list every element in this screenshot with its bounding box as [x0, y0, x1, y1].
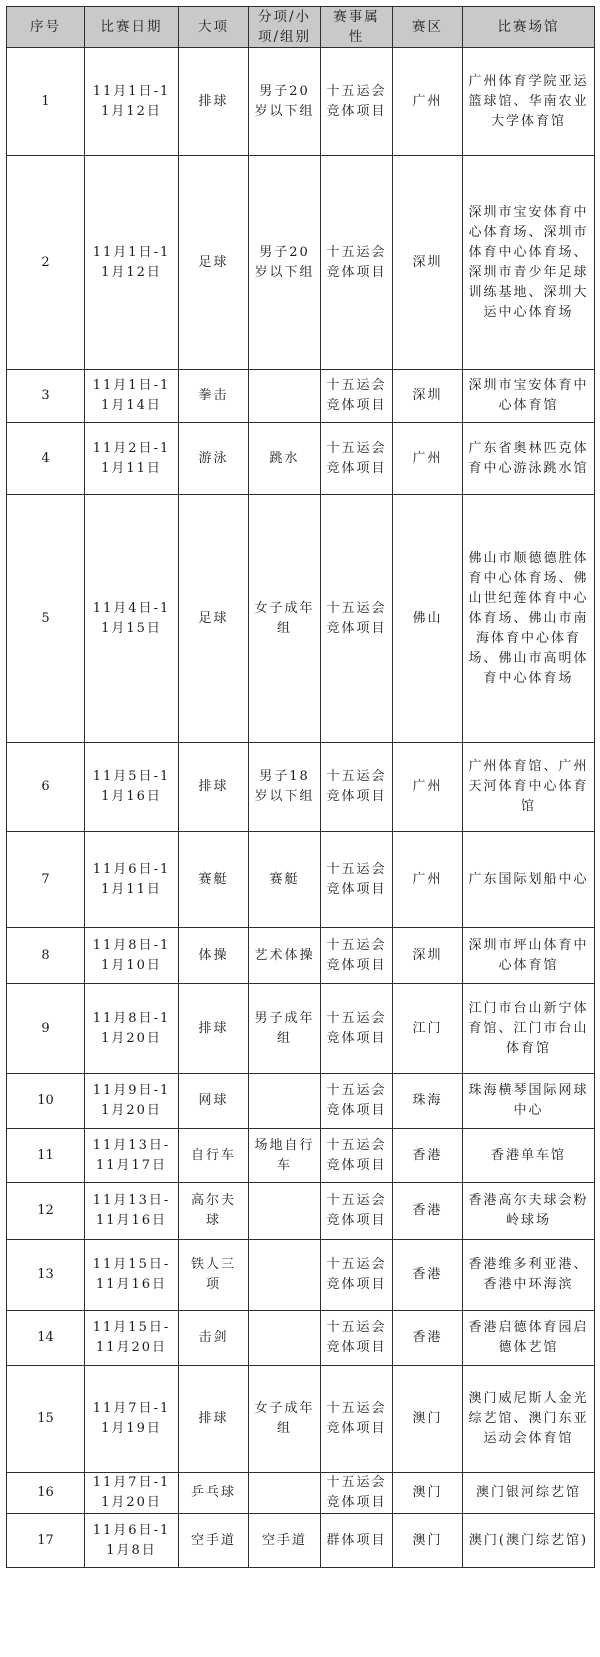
cell-category: 跳水 [249, 423, 321, 495]
cell-region: 香港 [393, 1240, 463, 1311]
cell-index: 16 [7, 1473, 85, 1514]
table-row [7, 423, 595, 495]
cell-sport: 排球 [179, 743, 249, 832]
cell-category: 男子20岁以下组 [249, 48, 321, 156]
header-category: 分项/小项/组别 [249, 7, 321, 48]
cell-category: 空手道 [249, 1514, 321, 1568]
cell-venue: 香港高尔夫球会粉岭球场 [463, 1183, 595, 1240]
cell-category: 艺术体操 [249, 928, 321, 984]
cell-venue: 澳门威尼斯人金光综艺馆、澳门东亚运动会体育馆 [463, 1366, 595, 1473]
cell-date: 11月13日-11月17日 [85, 1129, 179, 1183]
cell-region: 江门 [393, 984, 463, 1074]
cell-category [249, 1473, 321, 1514]
cell-index: 5 [7, 495, 85, 743]
cell-sport: 排球 [179, 1366, 249, 1473]
cell-region: 澳门 [393, 1473, 463, 1514]
table-row [7, 984, 595, 1074]
cell-category [249, 1311, 321, 1366]
cell-sport: 高尔夫球 [179, 1183, 249, 1240]
cell-attribute: 群体项目 [321, 1514, 393, 1568]
table-row [7, 1183, 595, 1240]
cell-attribute: 十五运会竞体项目 [321, 1183, 393, 1240]
cell-region: 珠海 [393, 1074, 463, 1129]
cell-date: 11月1日-11月14日 [85, 370, 179, 423]
table-row [7, 370, 595, 423]
cell-category: 男子18岁以下组 [249, 743, 321, 832]
cell-region: 澳门 [393, 1514, 463, 1568]
cell-attribute: 十五运会竞体项目 [321, 1240, 393, 1311]
cell-index: 7 [7, 832, 85, 928]
cell-sport: 足球 [179, 156, 249, 370]
schedule-sheet [6, 6, 594, 1651]
cell-attribute: 十五运会竞体项目 [321, 156, 393, 370]
cell-date: 11月15日-11月16日 [85, 1240, 179, 1311]
cell-venue: 深圳市宝安体育中心体育场、深圳市体育中心体育场、深圳市青少年足球训练基地、深圳大运中心体育场 [463, 156, 595, 370]
cell-index: 9 [7, 984, 85, 1074]
cell-index: 14 [7, 1311, 85, 1366]
cell-attribute: 十五运会竞体项目 [321, 48, 393, 156]
table-row [7, 495, 595, 743]
cell-venue: 香港维多利亚港、香港中环海滨 [463, 1240, 595, 1311]
header-region: 赛区 [393, 7, 463, 48]
table-header [7, 7, 595, 48]
cell-category: 女子成年组 [249, 495, 321, 743]
table-body [7, 48, 595, 1568]
cell-venue: 深圳市坪山体育中心体育馆 [463, 928, 595, 984]
table-row [7, 832, 595, 928]
cell-date: 11月6日-11月11日 [85, 832, 179, 928]
cell-attribute: 十五运会竞体项目 [321, 370, 393, 423]
cell-date: 11月8日-11月20日 [85, 984, 179, 1074]
table-row [7, 156, 595, 370]
cell-sport: 空手道 [179, 1514, 249, 1568]
cell-venue: 香港单车馆 [463, 1129, 595, 1183]
table-row [7, 48, 595, 156]
cell-category [249, 1074, 321, 1129]
cell-region: 澳门 [393, 1366, 463, 1473]
cell-region: 香港 [393, 1311, 463, 1366]
cell-region: 深圳 [393, 370, 463, 423]
cell-category [249, 1183, 321, 1240]
cell-attribute: 十五运会竞体项目 [321, 423, 393, 495]
cell-index: 11 [7, 1129, 85, 1183]
header-attribute: 赛事属性 [321, 7, 393, 48]
table-row [7, 1240, 595, 1311]
cell-date: 11月13日-11月16日 [85, 1183, 179, 1240]
cell-venue: 澳门银河综艺馆 [463, 1473, 595, 1514]
table-row [7, 1514, 595, 1568]
cell-sport: 排球 [179, 984, 249, 1074]
cell-sport: 体操 [179, 928, 249, 984]
cell-venue: 珠海横琴国际网球中心 [463, 1074, 595, 1129]
header-sport: 大项 [179, 7, 249, 48]
cell-index: 12 [7, 1183, 85, 1240]
cell-category: 男子成年组 [249, 984, 321, 1074]
cell-date: 11月9日-11月20日 [85, 1074, 179, 1129]
cell-index: 6 [7, 743, 85, 832]
cell-venue: 广州体育学院亚运篮球馆、华南农业大学体育馆 [463, 48, 595, 156]
cell-sport: 铁人三项 [179, 1240, 249, 1311]
cell-region: 广州 [393, 832, 463, 928]
cell-sport: 排球 [179, 48, 249, 156]
cell-sport: 网球 [179, 1074, 249, 1129]
table-row [7, 1366, 595, 1473]
cell-index: 2 [7, 156, 85, 370]
cell-attribute: 十五运会竞体项目 [321, 832, 393, 928]
cell-region: 香港 [393, 1183, 463, 1240]
cell-index: 3 [7, 370, 85, 423]
table-row [7, 928, 595, 984]
header-index: 序号 [7, 7, 85, 48]
cell-date: 11月15日-11月20日 [85, 1311, 179, 1366]
cell-sport: 击剑 [179, 1311, 249, 1366]
cell-region: 香港 [393, 1129, 463, 1183]
cell-category: 男子20岁以下组 [249, 156, 321, 370]
cell-sport: 拳击 [179, 370, 249, 423]
cell-date: 11月8日-11月10日 [85, 928, 179, 984]
cell-date: 11月1日-11月12日 [85, 48, 179, 156]
cell-attribute: 十五运会竞体项目 [321, 928, 393, 984]
table-row [7, 1473, 595, 1514]
cell-sport: 足球 [179, 495, 249, 743]
cell-attribute: 十五运会竞体项目 [321, 495, 393, 743]
cell-index: 4 [7, 423, 85, 495]
cell-attribute: 十五运会竞体项目 [321, 1366, 393, 1473]
cell-venue: 深圳市宝安体育中心体育馆 [463, 370, 595, 423]
cell-date: 11月6日-11月8日 [85, 1514, 179, 1568]
cell-venue: 澳门(澳门综艺馆) [463, 1514, 595, 1568]
cell-category [249, 370, 321, 423]
cell-venue: 佛山市顺德德胜体育中心体育场、佛山世纪莲体育中心体育场、佛山市南海体育中心体育场、佛山市高明体育中心体育场 [463, 495, 595, 743]
table-row [7, 1129, 595, 1183]
cell-sport: 自行车 [179, 1129, 249, 1183]
cell-venue: 广州体育馆、广州天河体育中心体育馆 [463, 743, 595, 832]
cell-region: 深圳 [393, 928, 463, 984]
table-row [7, 1311, 595, 1366]
cell-index: 17 [7, 1514, 85, 1568]
cell-attribute: 十五运会竞体项目 [321, 1473, 393, 1514]
cell-date: 11月2日-11月11日 [85, 423, 179, 495]
cell-index: 10 [7, 1074, 85, 1129]
cell-date: 11月7日-11月19日 [85, 1366, 179, 1473]
cell-sport: 赛艇 [179, 832, 249, 928]
cell-index: 8 [7, 928, 85, 984]
cell-region: 广州 [393, 743, 463, 832]
cell-category [249, 1240, 321, 1311]
cell-venue: 香港启德体育园启德体艺馆 [463, 1311, 595, 1366]
header-row [7, 7, 595, 48]
table-row [7, 743, 595, 832]
header-date: 比赛日期 [85, 7, 179, 48]
cell-attribute: 十五运会竞体项目 [321, 1074, 393, 1129]
cell-venue: 江门市台山新宁体育馆、江门市台山体育馆 [463, 984, 595, 1074]
cell-region: 佛山 [393, 495, 463, 743]
cell-category: 女子成年组 [249, 1366, 321, 1473]
cell-region: 广州 [393, 423, 463, 495]
cell-region: 广州 [393, 48, 463, 156]
cell-date: 11月4日-11月15日 [85, 495, 179, 743]
cell-venue: 广东国际划船中心 [463, 832, 595, 928]
cell-index: 13 [7, 1240, 85, 1311]
cell-index: 1 [7, 48, 85, 156]
cell-attribute: 十五运会竞体项目 [321, 984, 393, 1074]
cell-sport: 游泳 [179, 423, 249, 495]
cell-date: 11月1日-11月12日 [85, 156, 179, 370]
cell-sport: 乒乓球 [179, 1473, 249, 1514]
cell-attribute: 十五运会竞体项目 [321, 1311, 393, 1366]
cell-attribute: 十五运会竞体项目 [321, 1129, 393, 1183]
cell-region: 深圳 [393, 156, 463, 370]
schedule-table [6, 6, 595, 1568]
cell-venue: 广东省奥林匹克体育中心游泳跳水馆 [463, 423, 595, 495]
cell-index: 15 [7, 1366, 85, 1473]
cell-date: 11月5日-11月16日 [85, 743, 179, 832]
header-venue: 比赛场馆 [463, 7, 595, 48]
table-row [7, 1074, 595, 1129]
cell-category: 场地自行车 [249, 1129, 321, 1183]
cell-date: 11月7日-11月20日 [85, 1473, 179, 1514]
cell-category: 赛艇 [249, 832, 321, 928]
cell-attribute: 十五运会竞体项目 [321, 743, 393, 832]
